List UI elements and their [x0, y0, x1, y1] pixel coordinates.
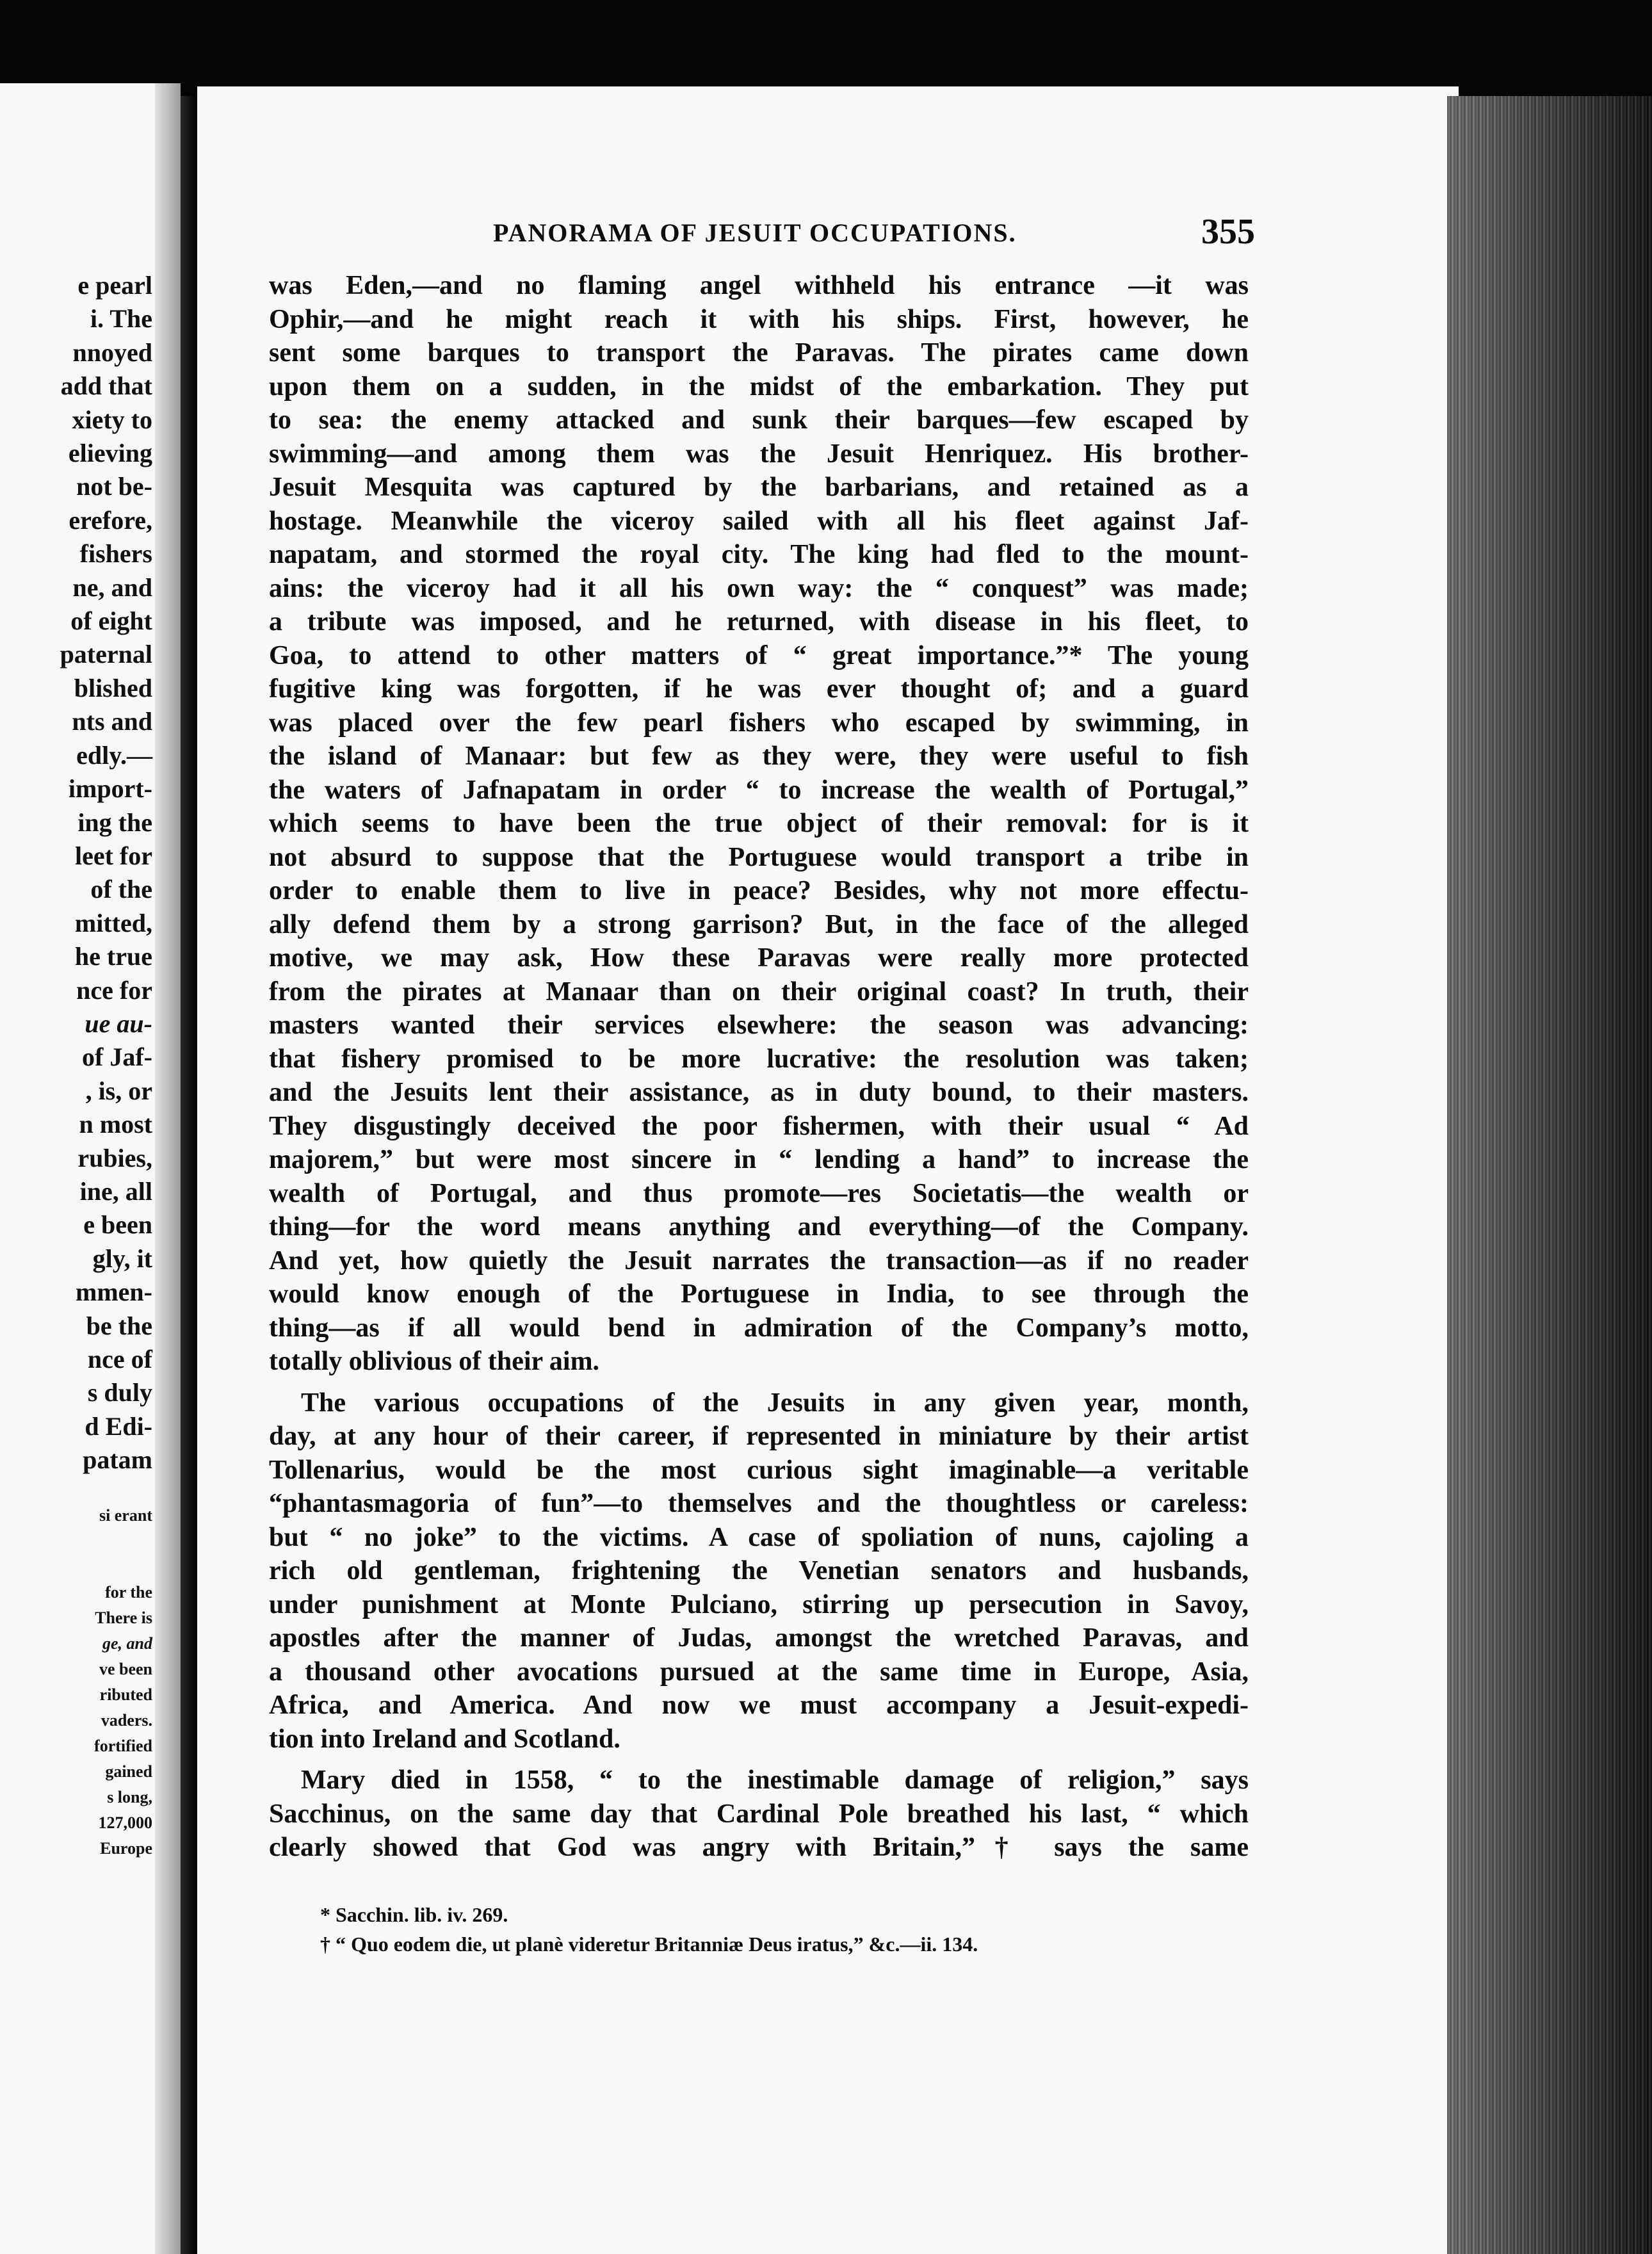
facing-footnote-line: for the: [105, 1582, 152, 1601]
facing-line: ing the: [77, 807, 152, 837]
facing-footnote-line: vaders.: [101, 1710, 152, 1730]
facing-line: nts and: [72, 707, 152, 736]
paragraph: [269, 1763, 1249, 1865]
page-content: [269, 211, 1255, 1959]
facing-line: not be-: [76, 472, 152, 501]
text-line: and the Jesuits lent their assistance, as in duty bound, to their masters.: [269, 1078, 1249, 1107]
facing-line: s duly: [87, 1378, 152, 1407]
facing-line: of the: [90, 875, 152, 904]
text-line: a tribute was imposed, and he returned, with disease in his fleet, to: [269, 607, 1249, 636]
facing-line: he true: [74, 942, 152, 971]
facing-line: rubies,: [77, 1143, 152, 1172]
text-line: napatam, and stormed the royal city. The king had fled to the mount-: [269, 540, 1249, 569]
text-line: day, at any hour of their career, if represented in miniature by their artist: [269, 1422, 1249, 1451]
text-line: not absurd to suppose that the Portuguese would transport a tribe in: [269, 842, 1249, 872]
facing-line: , is, or: [85, 1076, 152, 1105]
text-line: which seems to have been the true object of their removal: for is it: [269, 809, 1249, 838]
text-line: Ophir,—and he might reach it with his ships. First, however, he: [269, 304, 1249, 334]
facing-line: of Jaf-: [82, 1042, 152, 1072]
facing-footnote-line: 127,000: [98, 1813, 152, 1832]
text-line: masters wanted their services elsewhere: the season was advancing:: [269, 1010, 1249, 1040]
text-line: majorem,” but were most sincere in “ lending a hand” to increase the: [269, 1145, 1249, 1174]
text-line: hostage. Meanwhile the viceroy sailed with all his fleet against Jaf-: [269, 506, 1249, 536]
footnote: † “ Quo eodem die, ut planè videretur Britanniæ Deus iratus,” &c.—ii. 134.: [320, 1932, 978, 1956]
text-line: Tollenarius, would be the most curious sight imaginable—a veritable: [269, 1455, 1249, 1485]
text-line: upon them on a sudden, in the midst of the embarkation. They put: [269, 371, 1249, 401]
facing-footnote-line: Europe: [100, 1838, 152, 1858]
facing-page-left: [0, 83, 181, 2254]
facing-line: e been: [83, 1210, 152, 1240]
facing-line: i. The: [90, 304, 152, 334]
facing-footnote-line: gained: [105, 1762, 152, 1781]
book-spine-gap: [181, 96, 197, 2254]
footnotes: [269, 1900, 1249, 1959]
text-line: Jesuit Mesquita was captured by the barbarians, and retained as a: [269, 473, 1249, 502]
facing-line: leet for: [74, 841, 152, 870]
text-line: clearly showed that God was angry with Britain,”† says the same: [269, 1833, 1249, 1862]
facing-line: paternal: [60, 640, 152, 669]
text-line: from the pirates at Manaar than on their original coast? In truth, their: [269, 977, 1249, 1007]
facing-line: edly.—: [76, 740, 152, 770]
text-line: under punishment at Monte Pulciano, stirring up persecution in Savoy,: [269, 1589, 1249, 1619]
facing-page-text: [0, 269, 152, 1861]
text-line: sent some barques to transport the Paravas. The pirates came down: [269, 338, 1249, 368]
text-line: the island of Manaar: but few as they were, they were useful to fish: [269, 742, 1249, 771]
text-line: apostles after the manner of Judas, amongst the wretched Paravas, and: [269, 1623, 1249, 1653]
facing-line: mitted,: [74, 908, 152, 937]
text-line: order to enable them to live in peace? Besides, why not more effectu-: [269, 876, 1249, 905]
facing-footnote-line: s long,: [107, 1787, 152, 1806]
page-number: 355: [1201, 212, 1255, 252]
text-line: Mary died in 1558, “ to the inestimable damage of religion,” says: [301, 1765, 1249, 1795]
facing-line: blished: [74, 673, 152, 702]
text-line: thing—as if all would bend in admiration of the Company’s motto,: [269, 1313, 1249, 1343]
text-line: Africa, and America. And now we must accompany a Jesuit-expedi-: [269, 1690, 1249, 1720]
text-line: Sacchinus, on the same day that Cardinal Pole breathed his last, “ which: [269, 1799, 1249, 1829]
text-line: was placed over the few pearl fishers who escaped by swimming, in: [269, 708, 1249, 738]
facing-line: e pearl: [77, 271, 152, 300]
text-line: And yet, how quietly the Jesuit narrates the transaction—as if no reader: [269, 1245, 1249, 1276]
facing-line: of eight: [70, 606, 152, 636]
text-line: was Eden,—and no flaming angel withheld his entrance —it was: [269, 271, 1249, 300]
facing-line: ne, and: [72, 572, 152, 602]
text-line: swimming—and among them was the Jesuit Henriquez. His brother-: [269, 439, 1249, 469]
page-gutter: [155, 83, 181, 2254]
page-edges: [1447, 96, 1652, 2254]
facing-footnote-line: si erant: [99, 1505, 152, 1525]
text-line: a thousand other avocations pursued at the same time in Europe, Asia,: [269, 1657, 1249, 1687]
facing-line: patam: [83, 1445, 152, 1475]
facing-line: gly, it: [92, 1244, 152, 1273]
text-line: Goa, to attend to other matters of “ great importance.”* The young: [269, 640, 1249, 670]
facing-line: xiety to: [72, 405, 152, 434]
text-line: that fishery promised to be more lucrative: the resolution was taken;: [269, 1044, 1249, 1074]
facing-line: n most: [79, 1110, 152, 1139]
facing-line: d Edi-: [85, 1411, 152, 1441]
facing-footnote-line: ge, and: [102, 1634, 152, 1653]
text-line: rich old gentleman, frightening the Venetian senators and husbands,: [269, 1556, 1249, 1585]
text-line: They disgustingly deceived the poor fishermen, with their usual “ Ad: [269, 1111, 1249, 1141]
text-line: tion into Ireland and Scotland.: [269, 1724, 620, 1754]
footnote: * Sacchin. lib. iv. 269.: [320, 1902, 508, 1926]
facing-line: fishers: [79, 539, 152, 569]
text-line: the waters of Jafnapatam in order “ to increase the wealth of Portugal,”: [269, 775, 1249, 805]
facing-footnote-line: There is: [95, 1608, 152, 1627]
facing-footnote-line: fortified: [94, 1736, 152, 1755]
text-line: wealth of Portugal, and thus promote—res Societatis—the wealth or: [269, 1178, 1249, 1208]
text-line: would know enough of the Portuguese in India, to see through the: [269, 1279, 1249, 1309]
paragraph: [269, 1386, 1249, 1756]
facing-line: mmen-: [76, 1277, 152, 1307]
running-title: PANORAMA OF JESUIT OCCUPATIONS.: [493, 218, 1017, 247]
facing-line: import-: [68, 774, 152, 804]
facing-line: ue au-: [85, 1009, 152, 1038]
text-line: motive, we may ask, How these Paravas were really more protected: [269, 943, 1249, 973]
facing-line: erefore,: [69, 505, 152, 535]
text-line: fugitive king was forgotten, if he was ever thought of; and a guard: [269, 674, 1249, 704]
facing-line: nce of: [87, 1345, 152, 1374]
text-line: but “ no joke” to the victims. A case of spoliation of nuns, cajoling a: [269, 1522, 1249, 1552]
text-line: The various occupations of the Jesuits in any given year, month,: [301, 1388, 1249, 1418]
text-line: ains: the viceroy had it all his own way: the “ conquest” was made;: [269, 573, 1249, 603]
facing-footnote-line: ve been: [99, 1659, 152, 1678]
facing-line: nce for: [76, 975, 152, 1005]
facing-line: nnoyed: [72, 337, 152, 367]
page-header: [269, 211, 1255, 269]
text-line: thing—for the word means anything and everything—of the Company.: [269, 1212, 1249, 1242]
facing-footnote-line: ributed: [99, 1685, 152, 1704]
facing-line: add that: [60, 371, 152, 401]
facing-line: be the: [86, 1311, 152, 1340]
text-line: to sea: the enemy attacked and sunk their barques—few escaped by: [269, 405, 1249, 435]
body-text: [269, 269, 1249, 1865]
facing-line: elieving: [68, 439, 152, 468]
facing-line: ine, all: [79, 1176, 152, 1206]
scan-top-border: [0, 0, 1652, 96]
text-line: ally defend them by a strong garrison? But, in the face of the alleged: [269, 909, 1249, 939]
paragraph: [269, 269, 1249, 1379]
text-line: “phantasmagoria of fun”—to themselves and the thoughtless or careless:: [269, 1489, 1249, 1518]
text-line: totally oblivious of their aim.: [269, 1347, 600, 1376]
